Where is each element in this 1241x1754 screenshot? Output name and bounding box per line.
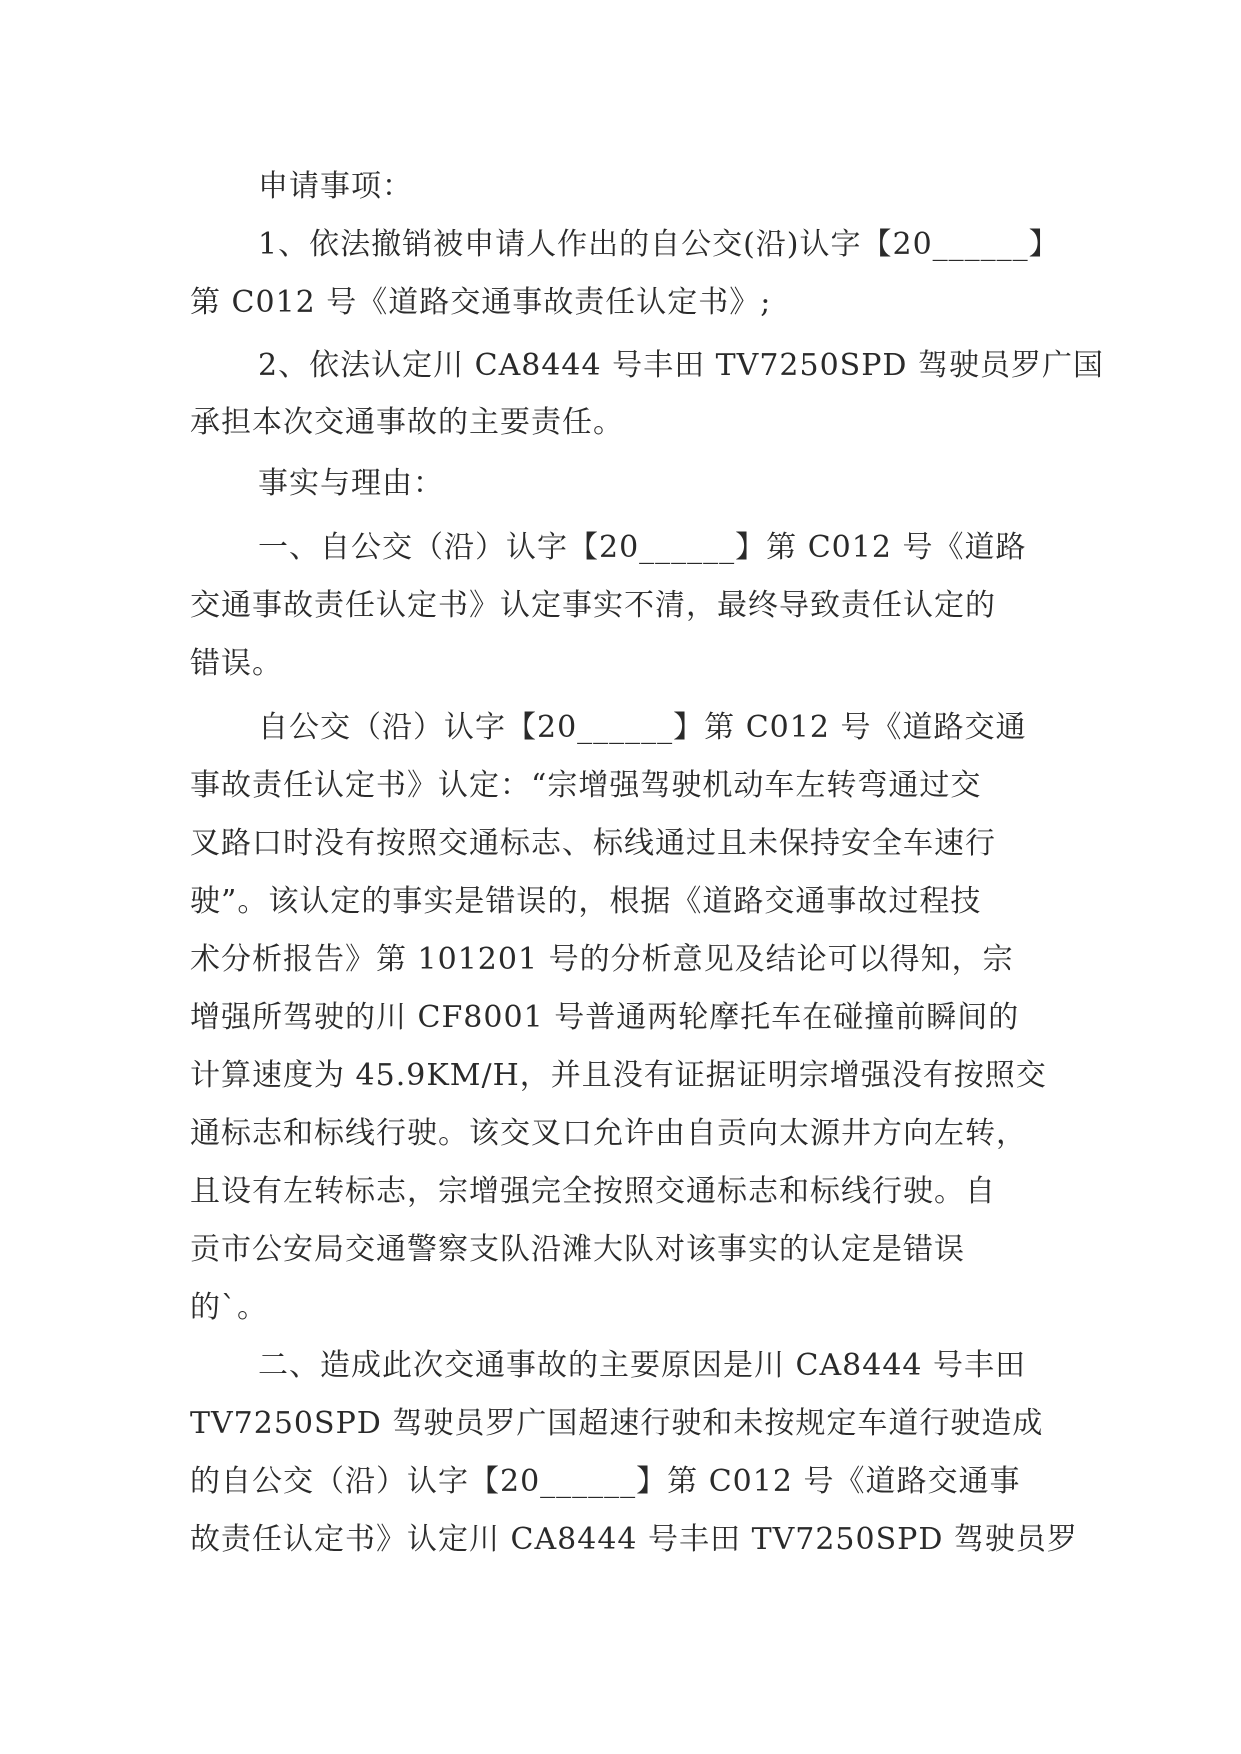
paragraph-line: 驶”。该认定的事实是错误的，根据《道路交通事故过程技 bbox=[190, 884, 982, 919]
paragraph-line: 计算速度为 45.9KM/H，并且没有证据证明宗增强没有按照交 bbox=[190, 1058, 1047, 1093]
paragraph-line: TV7250SPD 驾驶员罗广国超速行驶和未按规定车道行驶造成 bbox=[190, 1406, 1044, 1441]
paragraph-line: 二、造成此次交通事故的主要原因是川 CA8444 号丰田 bbox=[258, 1348, 1027, 1383]
section-heading-facts-and-reasons: 事实与理由： bbox=[258, 466, 444, 501]
paragraph-line: 自公交（沿）认字【20______】第 C012 号《道路交通 bbox=[258, 710, 1027, 745]
paragraph-line: 交通事故责任认定书》认定事实不清，最终导致责任认定的 bbox=[190, 588, 996, 623]
paragraph-line: 叉路口时没有按照交通标志、标线通过且未保持安全车速行 bbox=[190, 826, 996, 861]
paragraph-line: 增强所驾驶的川 CF8001 号普通两轮摩托车在碰撞前瞬间的 bbox=[190, 1000, 1020, 1035]
paragraph-line: 术分析报告》第 101201 号的分析意见及结论可以得知，宗 bbox=[190, 942, 1014, 977]
paragraph-line: 承担本次交通事故的主要责任。 bbox=[190, 405, 624, 440]
paragraph-line: 2、依法认定川 CA8444 号丰田 TV7250SPD 驾驶员罗广国 bbox=[258, 348, 1105, 383]
paragraph-line: 错误。 bbox=[190, 646, 283, 681]
paragraph-line: 且设有左转标志，宗增强完全按照交通标志和标线行驶。自 bbox=[190, 1174, 996, 1209]
paragraph-line: 事故责任认定书》认定：“宗增强驾驶机动车左转弯通过交 bbox=[190, 768, 982, 803]
paragraph-line: 第 C012 号《道路交通事故责任认定书》; bbox=[190, 285, 772, 320]
paragraph-line: 的`。 bbox=[190, 1290, 268, 1325]
paragraph-line: 贡市公安局交通警察支队沿滩大队对该事实的认定是错误 bbox=[190, 1232, 965, 1267]
paragraph-line: 一、自公交（沿）认字【20______】第 C012 号《道路 bbox=[258, 530, 1027, 565]
paragraph-line: 的自公交（沿）认字【20______】第 C012 号《道路交通事 bbox=[190, 1464, 1021, 1499]
paragraph-line: 通标志和标线行驶。该交叉口允许由自贡向太源井方向左转， bbox=[190, 1116, 1027, 1151]
paragraph-line: 1、依法撤销被申请人作出的自公交(沿)认字【20______】 bbox=[258, 227, 1060, 262]
section-heading-application-items: 申请事项： bbox=[258, 169, 413, 204]
paragraph-line: 故责任认定书》认定川 CA8444 号丰田 TV7250SPD 驾驶员罗 bbox=[190, 1522, 1078, 1557]
